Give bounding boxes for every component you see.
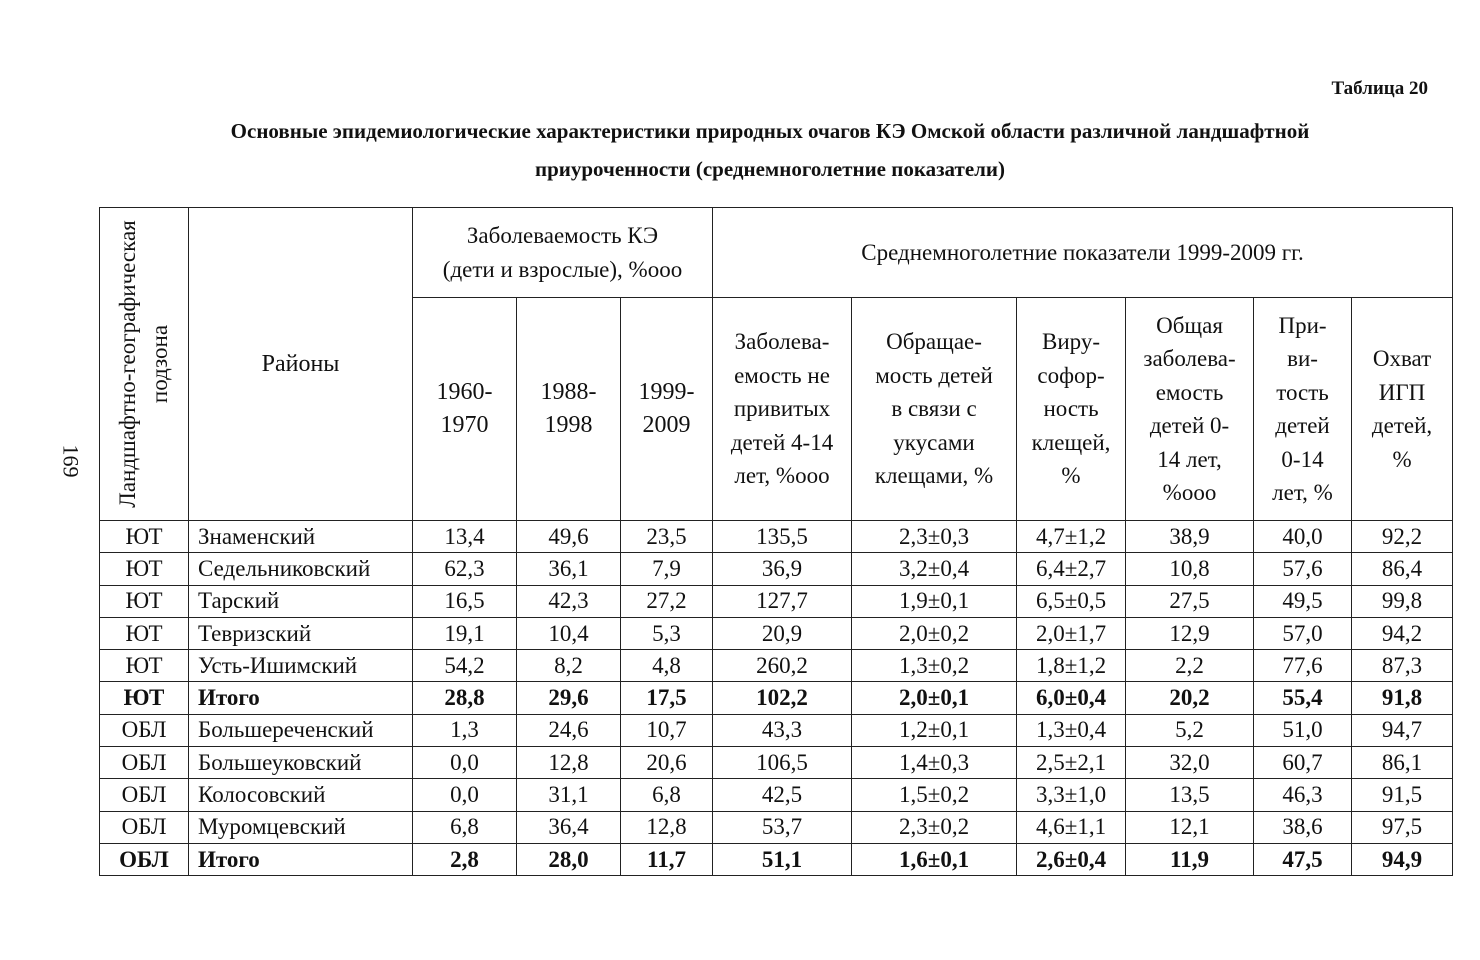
value-cell: 24,6 [517,714,621,746]
value-cell: 36,1 [517,553,621,585]
value-cell: 36,9 [713,553,852,585]
district-cell: Усть-Ишимский [189,650,413,682]
district-cell: Большеуковский [189,747,413,779]
value-cell: 6,8 [621,779,713,811]
value-cell: 127,7 [713,585,852,617]
value-cell: 13,5 [1126,779,1254,811]
header-incidence-line-2: (дети и взрослые), %ooo [442,256,683,282]
district-cell: Муромцевский [189,811,413,843]
value-cell: 42,5 [713,779,852,811]
table-row [100,811,1453,843]
value-cell: 97,5 [1352,811,1453,843]
value-cell: 99,8 [1352,585,1453,617]
table-row [100,650,1453,682]
value-cell: 10,8 [1126,553,1254,585]
value-cell: 260,2 [713,650,852,682]
value-cell: 62,3 [413,553,517,585]
header-text-line: лет, %ooo [734,463,830,489]
value-cell: 1,3±0,2 [852,650,1017,682]
value-cell: 2,0±0,1 [852,682,1017,714]
value-cell: 17,5 [621,682,713,714]
zone-cell: ЮТ [100,617,189,649]
value-cell: 4,7±1,2 [1017,521,1126,553]
header-incidence-group [413,208,713,298]
header-text-line: 1960- [436,379,493,405]
header-text-line: емость [1155,379,1224,405]
value-cell: 94,2 [1352,617,1453,649]
value-cell: 32,0 [1126,747,1254,779]
value-cell: 43,3 [713,714,852,746]
value-cell: 1,3 [413,714,517,746]
value-cell: 77,6 [1254,650,1352,682]
value-cell: 1,5±0,2 [852,779,1017,811]
zone-cell: ЮТ [100,650,189,682]
district-cell: Седельниковский [189,553,413,585]
header-text-line: 1998 [544,412,593,438]
table-row [100,585,1453,617]
value-cell: 2,3±0,2 [852,811,1017,843]
value-cell: 12,9 [1126,617,1254,649]
table-total-row [100,843,1453,875]
zone-cell: ОБЛ [100,747,189,779]
value-cell: 8,2 [517,650,621,682]
value-cell: 47,5 [1254,843,1352,875]
header-text-line: Обращае- [886,329,982,355]
value-cell: 12,8 [621,811,713,843]
value-cell: 3,3±1,0 [1017,779,1126,811]
zone-cell: ЮТ [100,585,189,617]
value-cell: 49,6 [517,521,621,553]
value-cell: 2,2 [1126,650,1254,682]
header-text-line: Виру- [1042,329,1101,355]
value-cell: 53,7 [713,811,852,843]
district-cell: Итого [189,682,413,714]
header-years-2 [621,298,713,521]
header-zone-label: Ландшафтно-географическая подзона [115,220,172,508]
value-cell: 92,2 [1352,521,1453,553]
value-cell: 2,5±2,1 [1017,747,1126,779]
value-cell: 87,3 [1352,650,1453,682]
value-cell: 20,6 [621,747,713,779]
zone-cell: ОБЛ [100,714,189,746]
value-cell: 1,9±0,1 [852,585,1017,617]
header-text-line: % [1392,446,1412,472]
value-cell: 46,3 [1254,779,1352,811]
header-text-line: При- [1278,312,1327,338]
value-cell: 20,9 [713,617,852,649]
value-cell: 6,5±0,5 [1017,585,1126,617]
value-cell: 5,2 [1126,714,1254,746]
value-cell: 3,2±0,4 [852,553,1017,585]
table-row [100,617,1453,649]
header-text-line: Охват [1372,346,1432,371]
value-cell: 0,0 [413,779,517,811]
value-cell: 94,7 [1352,714,1453,746]
value-cell: 2,8 [413,843,517,875]
value-cell: 7,9 [621,553,713,585]
data-table [99,207,1453,876]
value-cell: 60,7 [1254,747,1352,779]
header-text-line: укусами [893,429,975,455]
header-text-line: мость детей [875,362,993,388]
value-cell: 55,4 [1254,682,1352,714]
value-cell: 1,2±0,1 [852,714,1017,746]
header-text-line: 1988- [540,379,597,405]
value-cell: 6,4±2,7 [1017,553,1126,585]
value-cell: 2,0±1,7 [1017,617,1126,649]
value-cell: 40,0 [1254,521,1352,553]
header-text-line: детей 4-14 [730,429,834,455]
value-cell: 19,1 [413,617,517,649]
table-row [100,553,1453,585]
value-cell: 1,4±0,3 [852,747,1017,779]
value-cell: 12,1 [1126,811,1254,843]
zone-cell: ЮТ [100,521,189,553]
value-cell: 1,3±0,4 [1017,714,1126,746]
header-text-line: емость не [734,362,830,388]
header-text-line: детей 0- [1149,413,1230,438]
table-row [100,521,1453,553]
value-cell: 86,1 [1352,747,1453,779]
value-cell: 38,6 [1254,811,1352,843]
value-cell: 4,8 [621,650,713,682]
zone-cell: ОБЛ [100,843,189,875]
header-text-line: клещами, % [874,463,994,489]
header-text-line: 14 лет, [1157,446,1222,472]
value-cell: 20,2 [1126,682,1254,714]
header-district: Районы [189,208,413,521]
value-cell: 10,4 [517,617,621,649]
value-cell: 102,2 [713,682,852,714]
header-text-line: %ooo [1162,480,1217,505]
value-cell: 2,6±0,4 [1017,843,1126,875]
header-indicator-4 [1254,298,1352,521]
header-text-line: детей [1275,413,1330,438]
value-cell: 91,8 [1352,682,1453,714]
value-cell: 27,2 [621,585,713,617]
table-title [100,112,1440,188]
value-cell: 86,4 [1352,553,1453,585]
table-row [100,714,1453,746]
value-cell: 1,6±0,1 [852,843,1017,875]
header-text-line: % [1061,463,1081,489]
header-text-line: заболева- [1143,346,1236,371]
value-cell: 91,5 [1352,779,1453,811]
value-cell: 106,5 [713,747,852,779]
value-cell: 6,8 [413,811,517,843]
district-cell: Колосовский [189,779,413,811]
header-text-line: 0-14 [1281,446,1324,472]
value-cell: 36,4 [517,811,621,843]
district-cell: Знаменский [189,521,413,553]
value-cell: 38,9 [1126,521,1254,553]
value-cell: 51,0 [1254,714,1352,746]
district-cell: Тевризский [189,617,413,649]
page-number: 169 [58,444,84,478]
value-cell: 135,5 [713,521,852,553]
value-cell: 94,9 [1352,843,1453,875]
zone-cell: ЮТ [100,682,189,714]
header-indicator-1 [852,298,1017,521]
district-cell: Итого [189,843,413,875]
header-text-line: привитых [733,396,831,422]
value-cell: 11,7 [621,843,713,875]
value-cell: 4,6±1,1 [1017,811,1126,843]
zone-cell: ЮТ [100,553,189,585]
value-cell: 42,3 [517,585,621,617]
value-cell: 23,5 [621,521,713,553]
header-text-line: лет, % [1272,480,1333,505]
value-cell: 51,1 [713,843,852,875]
header-text-line: детей, [1371,413,1433,438]
district-cell: Тарский [189,585,413,617]
header-zone [100,208,189,521]
value-cell: 57,6 [1254,553,1352,585]
header-indicator-0 [713,298,852,521]
value-cell: 6,0±0,4 [1017,682,1126,714]
value-cell: 10,7 [621,714,713,746]
header-indicator-3 [1126,298,1254,521]
value-cell: 2,3±0,3 [852,521,1017,553]
header-text-line: ви- [1287,346,1318,371]
header-text-line: 1999- [638,379,695,405]
value-cell: 5,3 [621,617,713,649]
header-text-line: клещей, [1031,429,1111,455]
district-cell: Большереченский [189,714,413,746]
value-cell: 12,8 [517,747,621,779]
value-cell: 16,5 [413,585,517,617]
value-cell: 0,0 [413,747,517,779]
table-row [100,779,1453,811]
zone-cell: ОБЛ [100,779,189,811]
value-cell: 27,5 [1126,585,1254,617]
value-cell: 28,8 [413,682,517,714]
zone-cell: ОБЛ [100,811,189,843]
header-incidence-line-1: Заболеваемость КЭ [466,222,659,248]
header-years-1 [517,298,621,521]
header-text-line: 2009 [642,412,691,438]
header-average-group: Среднемноголетние показатели 1999-2009 гг. [713,208,1453,298]
value-cell: 31,1 [517,779,621,811]
value-cell: 11,9 [1126,843,1254,875]
title-line-2: приуроченности (среднемноголетние показатели) [534,157,1006,181]
value-cell: 57,0 [1254,617,1352,649]
header-years-0 [413,298,517,521]
header-text-line: 1970 [440,412,489,438]
header-text-line: в связи с [891,396,977,422]
header-text-line: Общая [1156,312,1223,338]
value-cell: 49,5 [1254,585,1352,617]
value-cell: 1,8±1,2 [1017,650,1126,682]
table-number: Таблица 20 [1331,78,1428,99]
value-cell: 13,4 [413,521,517,553]
title-line-1: Основные эпидемиологические характеристики природных очагов КЭ Омской области различной ландшафтной [230,119,1310,143]
header-text-line: ИГП [1378,379,1426,405]
header-text-line: ность [1043,396,1099,422]
header-text-line: Заболева- [734,329,830,355]
table-total-row [100,682,1453,714]
value-cell: 28,0 [517,843,621,875]
value-cell: 2,0±0,2 [852,617,1017,649]
header-indicator-2 [1017,298,1126,521]
table-row [100,747,1453,779]
header-text-line: софор- [1037,362,1105,388]
header-text-line: тость [1276,379,1329,405]
value-cell: 29,6 [517,682,621,714]
value-cell: 54,2 [413,650,517,682]
header-indicator-5 [1352,298,1453,521]
